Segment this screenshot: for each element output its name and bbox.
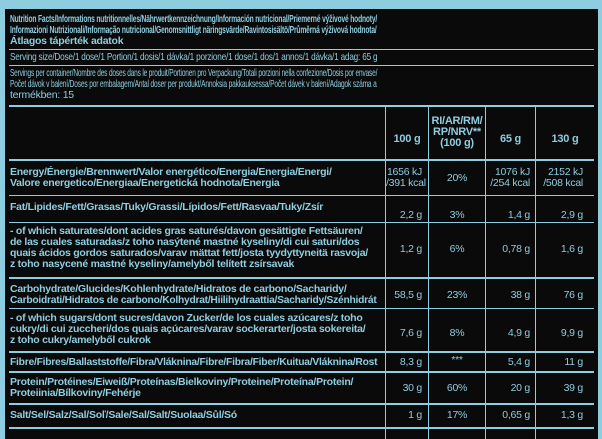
- row-saturates-ri: 6%: [449, 243, 465, 255]
- divider: [9, 308, 594, 309]
- row-fat-130g: 2,9 g: [560, 209, 583, 221]
- row-sugars-label-1: - of which sugars/dont sucres/davon Zucker/de los cuales azúcares/z toho: [10, 312, 363, 324]
- title-line-2: Informazioni Nutrizionali/Informação nutricional/Genomsnittligt näringsvärde/Ravintosisältö/Průměrná výživová hodnota/: [10, 24, 377, 36]
- row-salt-65g: 0,65 g: [502, 409, 530, 421]
- row-salt-130g: 1,3 g: [560, 409, 583, 421]
- row-salt-100g: 1 g: [408, 409, 422, 421]
- header-ri-line-2: RP/NRV**: [433, 126, 481, 138]
- row-energy-label-2: Valore energetico/Energiaa/Energetická hodnota/Energia: [10, 177, 280, 189]
- row-energy-130g-1: 2152 kJ: [547, 166, 583, 178]
- divider: [9, 195, 594, 196]
- nutrition-facts-panel: [5, 9, 598, 439]
- row-fibre-130g: 11 g: [564, 356, 583, 368]
- row-energy-100g-2: /391 kcal: [386, 177, 426, 189]
- divider-thick: [9, 371, 594, 373]
- header-130g: 130 g: [551, 133, 579, 145]
- header-ri-line-3: (100 g): [440, 137, 474, 149]
- divider-thick: [9, 159, 594, 161]
- row-protein-65g: 20 g: [510, 382, 530, 394]
- row-saturates-label-1: - of which saturates/dont acides gras saturés/davon gesättigte Fettsäuren/: [10, 225, 363, 237]
- header-ri-line-1: RI/AR/RM/: [431, 115, 483, 127]
- row-saturates-label-3: quais ácidos gordos saturados/varav mättat fett/josta tyydyttyneitä rasvoja/: [10, 247, 368, 259]
- divider: [9, 65, 594, 66]
- row-saturates-label-4: z toho nasycené mastné kyseliny/amelyből telített zsírsavak: [10, 258, 295, 270]
- row-energy-65g-1: 1076 kJ: [494, 166, 530, 178]
- row-protein-label-1: Protein/Protéines/Eiweiß/Proteínas/Bielkoviny/Proteine/Proteína/Protein/: [10, 376, 354, 388]
- row-protein-label-2: Proteiinia/Bílkoviny/Fehérje: [10, 387, 141, 399]
- row-fat-ri: 3%: [449, 209, 465, 221]
- row-carbs-ri: 23%: [446, 289, 468, 301]
- row-sugars-100g: 7,6 g: [399, 327, 422, 339]
- row-sugars-65g: 4,9 g: [507, 327, 530, 339]
- row-saturates-65g: 0,78 g: [502, 243, 530, 255]
- divider-thick: [9, 277, 594, 279]
- row-fibre-100g: 8,3 g: [399, 356, 422, 368]
- serving-size: Serving size/Dose/1 dose/1 Portion/1 dosis/1 dávka/1 porzione/1 dose/1 dos/1 annos/1 dávka/1 adag: 65 g: [10, 51, 378, 63]
- row-energy-label-1: Energy/Énergie/Brennwert/Valor energético/Energia/Energia/Energi/: [10, 166, 332, 178]
- row-sugars-130g: 9,9 g: [560, 327, 583, 339]
- row-saturates-130g: 1,6 g: [560, 243, 583, 255]
- row-carbs-130g: 76 g: [563, 289, 583, 301]
- row-sugars-label-3: z toho cukry/amelyből cukrok: [10, 334, 151, 346]
- row-protein-100g: 30 g: [402, 382, 422, 394]
- header-65g: 65 g: [499, 133, 521, 145]
- row-protein-130g: 39 g: [563, 382, 583, 394]
- divider: [9, 49, 594, 50]
- row-carbs-100g: 58,5 g: [394, 289, 422, 301]
- row-salt-label: Salt/Sel/Salz/Sal/Soľ/Sale/Sal/Salt/Suolaa/Sůl/Só: [10, 409, 237, 421]
- servings-line-2: Počet dávok v balení/Doses por embalagem/Antal doser per produkt/Annoksia pakkauksessa/Počet dávek v balení/Adagok száma a: [10, 78, 377, 90]
- title-line-3: Átlagos tápérték adatok: [10, 35, 124, 47]
- row-energy-100g-1: 1656 kJ: [386, 166, 422, 178]
- row-fibre-label: Fibre/Fibres/Ballaststoffe/Fibra/Vláknina/Fibre/Fibra/Fiber/Kuitua/Vláknina/Rost: [10, 356, 378, 368]
- row-energy-ri: 20%: [446, 172, 468, 184]
- servings-line-3: termékben: 15: [10, 89, 74, 101]
- divider-thick: [9, 427, 594, 429]
- row-sugars-ri: 8%: [449, 327, 465, 339]
- title-line-1: Nutrition Facts/Informations nutritionnelles/Nährwertkennzeichnung/Información nutricional/Priemerné výživové hodnoty/: [10, 13, 378, 25]
- row-saturates-100g: 1,2 g: [399, 243, 422, 255]
- row-salt-ri: 17%: [446, 409, 468, 421]
- row-energy-65g-2: /254 kcal: [490, 177, 530, 189]
- row-protein-ri: 60%: [446, 382, 468, 394]
- row-fat-65g: 1,4 g: [507, 209, 530, 221]
- divider: [9, 222, 594, 223]
- row-sugars-label-2: cukry/di cui zuccheri/dos quais açúcares/varav sockerarter/josta sokereita/: [10, 323, 366, 335]
- row-carbs-label-2: Carboidrati/Hidratos de carbono/Kolhydrat/Hiilihydraattia/Sacharidy/Szénhidrát: [10, 294, 377, 306]
- divider-thick: [9, 351, 594, 353]
- row-energy-130g-2: /508 kcal: [543, 177, 583, 189]
- row-carbs-label-1: Carbohydrate/Glucides/Kohlenhydrate/Hidratos de carbono/Sacharidy/: [10, 283, 347, 295]
- servings-line-1: Servings per container/Nombre des doses dans le produit/Portionen pro Verpackung/Totali porzioni nella confezione/Dosis por envase/: [10, 67, 378, 79]
- row-fat-label: Fat/Lipides/Fett/Grasas/Tuky/Grassi/Lípidos/Fett/Rasvaa/Tuky/Zsír: [10, 201, 324, 213]
- row-saturates-label-2: de las cuales saturadas/z toho nasýtené mastné kyseliny/di cui saturi/dos: [10, 236, 360, 248]
- row-fat-100g: 2,2 g: [399, 209, 422, 221]
- row-fibre-ri: ***: [451, 354, 463, 366]
- divider-thick: [9, 403, 594, 405]
- divider-thick: [9, 105, 594, 107]
- row-carbs-65g: 38 g: [510, 289, 530, 301]
- row-fibre-65g: 5,4 g: [507, 356, 530, 368]
- header-100g: 100 g: [393, 133, 421, 145]
